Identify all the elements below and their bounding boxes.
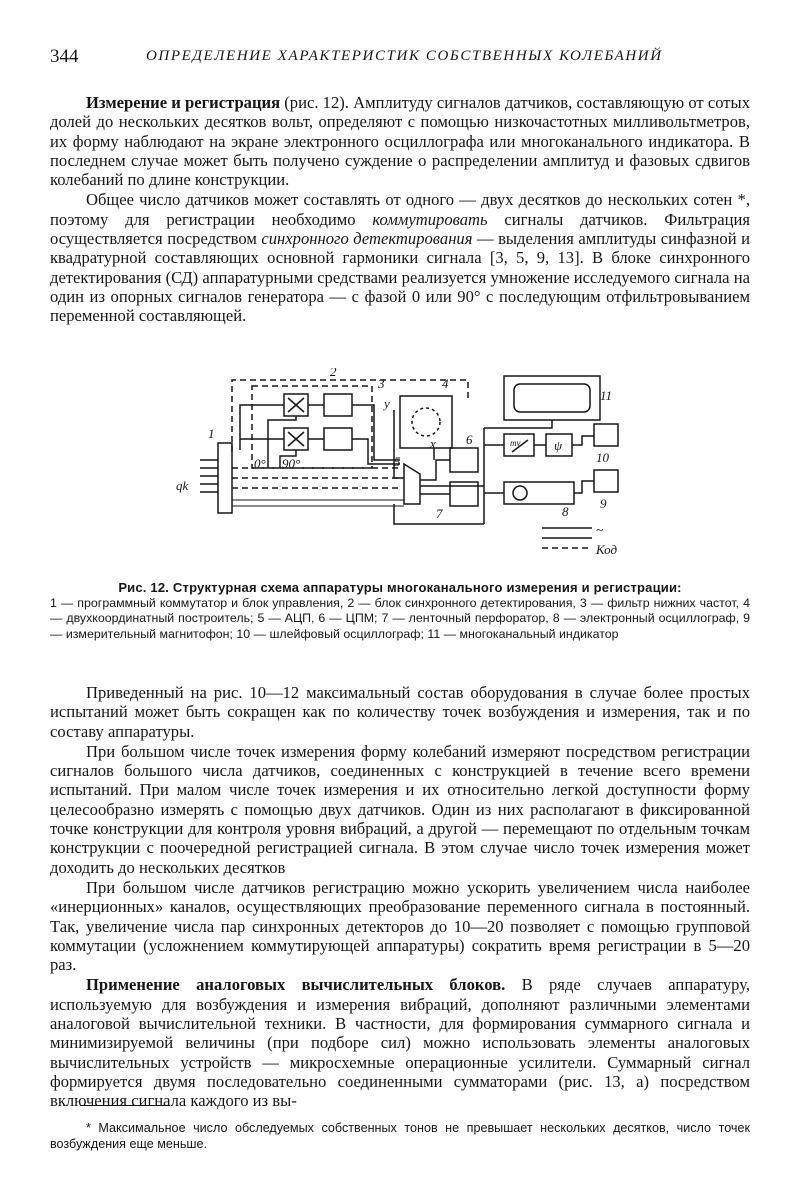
label-phase-90: 90° [282, 456, 301, 471]
label-y: y [384, 396, 390, 411]
paragraph-text: Общее число датчиков может составлять от одного — двух десятков до нескольких сотен *, поэтому для регистрации необходимо [50, 190, 750, 229]
label-n6: 6 [466, 432, 473, 447]
section-title-analog-blocks: Применение аналоговых вычислительных блоков. [86, 975, 506, 995]
label-n9: 9 [600, 496, 607, 511]
caption-body: 1 — программный коммутатор и блок управления, 2 — блок синхронного детектирования, 3 — фильтр нижних частот, 4 — двухкоординатный построитель; 5 — АЦП, 6 — ЦПМ; 7 — ленточный перфоратор, 8 — электронный осциллограф, 9 — измерительный магнитофон; 10 — шлейфовый осциллограф; 11 — многоканальный индикатор [50, 595, 750, 641]
label-n4: 4 [442, 376, 449, 391]
signal-line [240, 405, 284, 450]
figure-caption [50, 580, 750, 642]
label-n2: 2 [330, 368, 337, 379]
page-number: 344 [50, 46, 79, 67]
block-loop-oscillograph [594, 424, 618, 446]
label-x: x [430, 436, 436, 451]
term-sync-detection: синхронного детектирования [261, 229, 473, 249]
label-n3: 3 [378, 376, 385, 391]
paragraph: Приведенный на рис. 10—12 максимальный состав оборудования в случае более простых испытаний может быть сокращен как по количеству точек возбуждения и измерения, так и по составу аппаратуры. [50, 683, 750, 741]
label-n8: 8 [562, 504, 569, 519]
label-legend-code: Код [596, 542, 618, 557]
label-n5: 5 [394, 454, 401, 469]
block-sync-detection [252, 386, 372, 468]
label-psi: ψ [554, 438, 563, 453]
text-block-bottom [50, 683, 750, 1111]
block-electronic-oscilloscope [504, 482, 574, 504]
paragraph-text: — выделения амплитуды синфазной и квадратурной составляющих основной гармоники сигнала [3, 5, 9, 13]. В блоке синхронного детектирования (СД) аппаратурными средствами реализуется умножение исследуемого сигнала на один из опорных сигналов генератора — с фазой 0 или 90° с последующим отфильтровыванием переменной составляющей. [50, 229, 750, 326]
label-n1: 1 [208, 426, 215, 441]
label-phase-0: 0° [254, 456, 266, 471]
label-n10: 10 [596, 450, 609, 465]
paragraph [50, 975, 750, 1110]
footnote-text: * Максимальное число обследуемых собственных тонов не превышает нескольких десятков, число точек возбуждения еще меньше. [50, 1121, 750, 1151]
figure-block-diagram [168, 368, 648, 576]
page-header [50, 46, 750, 72]
paragraph: При большом числе датчиков регистрацию можно ускорить увеличением числа наиболее «инерционных» каналов, осуществляющих преобразование переменного сигнала в постоянный. Так, увеличение числа пар синхронных детекторов до 10—20 позволяет с помощью групповой коммутации (усложнением коммутирующей аппаратуры) сократить время регистрации в 5—20 раз. [50, 877, 750, 975]
lowpass-filter-1 [324, 394, 352, 416]
label-qk: qk [176, 478, 189, 493]
lowpass-filter-2 [324, 428, 352, 450]
paragraph [50, 93, 750, 189]
label-legend-sine: ~ [596, 522, 604, 537]
footnote-rule [80, 1105, 170, 1106]
paragraph-text: (рис. 12). Амплитуду сигналов датчиков, составляющую от сотых долей до нескольких десятков вольт, определяют с помощью низкочастотных милливольтметров, их форму наблюдают на экране электронного осциллографа или многоканального индикатора. В последнем случае может быть получено суждение о распределении амплитуд и фазовых сдвигов колебаний по длине конструкции. [50, 93, 750, 190]
caption-title: Рис. 12. Структурная схема аппаратуры многоканального измерения и регистрации: [118, 580, 682, 595]
block-tape-recorder [594, 470, 618, 492]
running-title: ОПРЕДЕЛЕНИЕ ХАРАКТЕРИСТИК СОБСТВЕННЫХ КОЛЕБАНИЙ [146, 48, 663, 64]
footnote [50, 1120, 750, 1152]
block-xy-plotter [400, 396, 452, 448]
paragraph: При большом числе точек измерения форму колебаний измеряют посредством регистрации сигналов большого числа датчиков, соединенных с конструкцией в течение всего времени испытаний. При малом числе точек измерения и их относительно легкой доступности форму целесообразно измерять с помощью двух датчиков. Один из них располагают в фиксированной точке конструкции для контроля уровня вибраций, а другой — перемещают по отдельным точкам конструкции с поочередной регистрацией сигнала. В этом случае число точек измерения может доходить до нескольких десятков [50, 741, 750, 877]
block-cpm [450, 448, 478, 472]
paragraph [50, 190, 750, 325]
paragraph-text: В ряде случаев аппаратуру, используемую для возбуждения и измерения вибраций, дополняют различными элементами аналоговой вычислительной техники. В частности, для формирования суммарного сигнала и минимизируемой величины (при подборе сил) можно использовать элементы аналоговых вычислительных устройств — микросхемные операционные усилители. Суммарный сигнал формируется двумя последовательно соединенными сумматорами (рис. 13, а) посредством включения сигнала каждого из вы- [50, 975, 750, 1111]
label-n7: 7 [436, 506, 443, 521]
term-commutate: коммутировать [372, 209, 488, 229]
paragraph-text: сигналы датчиков. Фильтрация осуществляется посредством [50, 209, 750, 249]
block-diagram-svg [168, 368, 648, 576]
text-block-top [50, 93, 750, 326]
label-n11: 11 [600, 388, 613, 403]
label-mv: mv [510, 438, 521, 448]
block-multichannel-indicator [504, 376, 600, 420]
block-commutator [218, 443, 232, 513]
block-adc [404, 464, 420, 504]
section-title-measurement: Измерение и регистрация [86, 93, 281, 112]
